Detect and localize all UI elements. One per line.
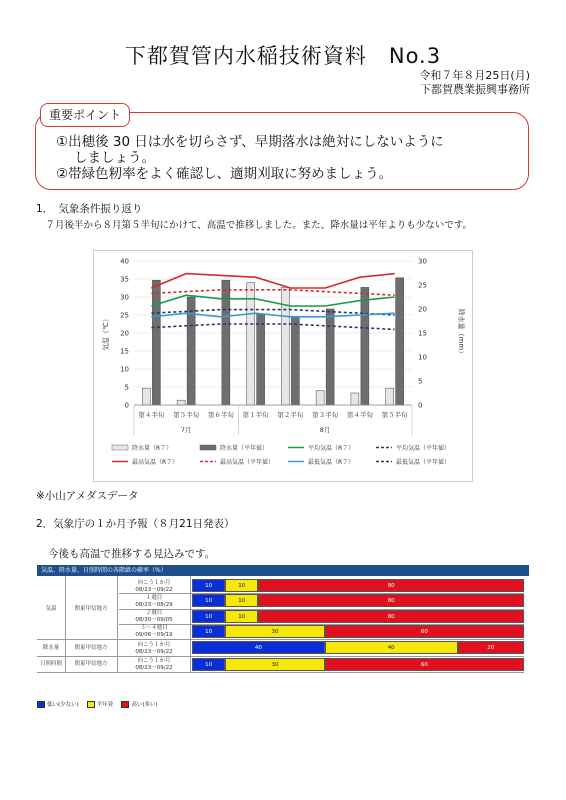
- legend-label: 低い(少ない): [47, 702, 79, 708]
- forecast-period: ２週目: [145, 610, 163, 617]
- bar-rain-normal: [152, 280, 160, 405]
- forecast-dates: 08/23〜09/22: [135, 586, 173, 593]
- y2-tick-label: 10: [418, 353, 427, 362]
- y-axis-label: 気温（℃）: [102, 315, 110, 351]
- x-group-label: 7月: [180, 426, 192, 434]
- forecast-element: 降水量: [42, 644, 60, 651]
- y2-tick-label: 5: [418, 377, 423, 386]
- group-divider: [37, 656, 524, 657]
- x-tick-label: 第４半旬: [138, 411, 165, 419]
- section-2-text: 今後も高温で推移する見込みです。: [48, 548, 216, 560]
- x-tick-label: 第４半旬: [346, 411, 373, 419]
- forecast-region: 関東甲信地方: [74, 661, 108, 668]
- forecast-region: 関東甲信地方: [74, 605, 108, 612]
- bar-rain-r7: [351, 393, 359, 405]
- page-title: 下都賀管内水稲技術資料 No.3: [124, 44, 442, 68]
- probability-low: 10: [192, 610, 225, 623]
- x-tick-label: 第５半旬: [381, 411, 408, 419]
- legend-label: 最低気温（平年値）: [396, 459, 451, 466]
- forecast-element: 気温: [45, 605, 57, 612]
- forecast-dates: 08/23〜09/22: [135, 648, 173, 655]
- probability-low: 10: [192, 625, 225, 638]
- y-tick-label: 5: [124, 383, 129, 392]
- x-tick-label: 第１半旬: [242, 411, 269, 419]
- y2-tick-label: 20: [418, 305, 427, 314]
- probability-low: 10: [192, 579, 225, 592]
- bar-rain-r7: [386, 388, 394, 405]
- bar-rain-normal: [326, 309, 334, 405]
- y-tick-label: 15: [120, 347, 129, 356]
- x-tick-label: 第３半旬: [312, 411, 339, 419]
- legend-label: 降水量（平年値）: [220, 445, 269, 452]
- x-tick-label: 第６半旬: [207, 411, 234, 419]
- y-tick-label: 20: [120, 329, 129, 338]
- bar-rain-r7: [142, 388, 150, 405]
- forecast-dates: 08/30〜09/05: [135, 617, 173, 624]
- key-point-1: ①出穂後 30 日は水を切らさず、早期落水は絶対にしないように: [56, 134, 444, 150]
- group-divider: [37, 672, 524, 673]
- forecast-table-heading: 気温、降水量、日照時間の各階級の確率（%）: [37, 565, 529, 576]
- probability-high: 80: [258, 579, 524, 592]
- bar-rain-normal: [361, 287, 369, 405]
- probability-bar: [192, 641, 524, 654]
- issue-date: 令和７年８月25日(月): [419, 69, 530, 82]
- group-divider: [37, 639, 524, 640]
- forecast-dates: 09/06〜09/19: [135, 632, 173, 639]
- y-tick-label: 0: [124, 401, 129, 410]
- probability-bar: [192, 594, 524, 607]
- y-tick-label: 40: [120, 257, 129, 266]
- bar-rain-r7: [316, 391, 324, 405]
- probability-normal: 30: [225, 658, 325, 671]
- x-tick-label: 第２半旬: [277, 411, 304, 419]
- y2-tick-label: 30: [418, 257, 427, 266]
- forecast-legend-item: [87, 700, 114, 708]
- key-points-label: 重要ポイント: [40, 103, 130, 127]
- probability-low: 40: [192, 641, 325, 654]
- key-point-2: ②帯緑色籾率をよく確認し、適期刈取に努めましょう。: [56, 166, 393, 182]
- bar-rain-r7: [177, 400, 185, 405]
- legend-swatch: [112, 445, 128, 450]
- probability-bar: [192, 579, 524, 592]
- legend-label: 高い(多い): [131, 702, 158, 708]
- forecast-element: 日照時間: [39, 661, 62, 668]
- probability-normal: 30: [225, 625, 325, 638]
- legend-label: 最高気温（平年値）: [220, 459, 275, 466]
- forecast-period: 向こう１か月: [137, 579, 171, 586]
- forecast-dates: 08/23〜09/22: [135, 665, 173, 671]
- probability-normal: 40: [325, 641, 458, 654]
- legend-swatch: [200, 445, 216, 450]
- probability-high: 60: [325, 658, 524, 671]
- probability-bar: [192, 610, 524, 623]
- y-tick-label: 25: [120, 311, 129, 320]
- probability-bar: [192, 625, 524, 638]
- forecast-period: 向こう１か月: [137, 658, 171, 664]
- forecast-legend: [37, 700, 166, 708]
- y2-axis-label: 降水量（mm）: [457, 308, 465, 358]
- y2-tick-label: 0: [418, 401, 423, 410]
- bar-rain-normal: [396, 278, 404, 405]
- legend-label: 最低気温（R７）: [308, 459, 355, 466]
- bar-rain-normal: [257, 314, 265, 405]
- legend-label: 降水量（R７）: [132, 445, 173, 452]
- data-source-note: ※小山アメダスデータ: [36, 490, 139, 502]
- probability-normal: 10: [225, 594, 258, 607]
- x-group-label: 8月: [319, 426, 331, 434]
- forecast-period: １週目: [145, 594, 163, 601]
- legend-swatch: [87, 701, 95, 708]
- y-tick-label: 30: [120, 293, 129, 302]
- probability-high: 20: [458, 641, 524, 654]
- bar-rain-r7: [247, 283, 255, 405]
- section-1-text: ７月後半から８月第５半旬にかけて、高温で推移しました。また、降水量は平年よりも少ないです。: [45, 220, 473, 231]
- probability-bar: [192, 658, 524, 671]
- forecast-dates: 08/23〜08/29: [135, 601, 173, 608]
- forecast-legend-item: [37, 700, 79, 708]
- key-point-1-cont: しましょう。: [74, 150, 155, 166]
- probability-low: 10: [192, 594, 225, 607]
- probability-low: 10: [192, 658, 225, 671]
- legend-label: 平均気温（平年値）: [396, 445, 451, 452]
- legend-label: 平年並: [96, 702, 114, 708]
- y-tick-label: 10: [120, 365, 129, 374]
- legend-label: 最高気温（R７）: [132, 459, 179, 466]
- y2-tick-label: 25: [418, 281, 427, 290]
- section-1-title: 1． 気象条件振り返り: [36, 203, 143, 215]
- weather-chart: [93, 250, 473, 482]
- probability-high: 60: [325, 625, 524, 638]
- probability-normal: 10: [225, 610, 258, 623]
- issuing-office: 下都賀農業振興事務所: [420, 83, 530, 96]
- legend-swatch: [37, 701, 45, 708]
- column-divider: [190, 576, 191, 673]
- y2-tick-label: 15: [418, 329, 427, 338]
- legend-swatch: [121, 701, 129, 708]
- y-tick-label: 35: [120, 275, 129, 284]
- probability-high: 80: [258, 594, 524, 607]
- forecast-legend-item: [121, 700, 157, 708]
- forecast-region: 関東甲信地方: [74, 644, 108, 651]
- series-line-3: [151, 290, 394, 295]
- probability-normal: 10: [225, 579, 258, 592]
- legend-label: 平均気温（R７）: [308, 445, 355, 452]
- column-divider: [65, 576, 66, 673]
- x-tick-label: 第５半旬: [173, 411, 200, 419]
- column-divider: [117, 576, 118, 673]
- section-2-title: 2．気象庁の１か月予報（８月21日発表）: [36, 518, 235, 530]
- bar-rain-normal: [291, 316, 299, 405]
- forecast-period: 向こう１か月: [137, 641, 171, 648]
- forecast-table: [37, 565, 529, 700]
- probability-high: 80: [258, 610, 524, 623]
- forecast-period: ３〜４週目: [140, 625, 168, 632]
- series-line-2: [151, 274, 394, 288]
